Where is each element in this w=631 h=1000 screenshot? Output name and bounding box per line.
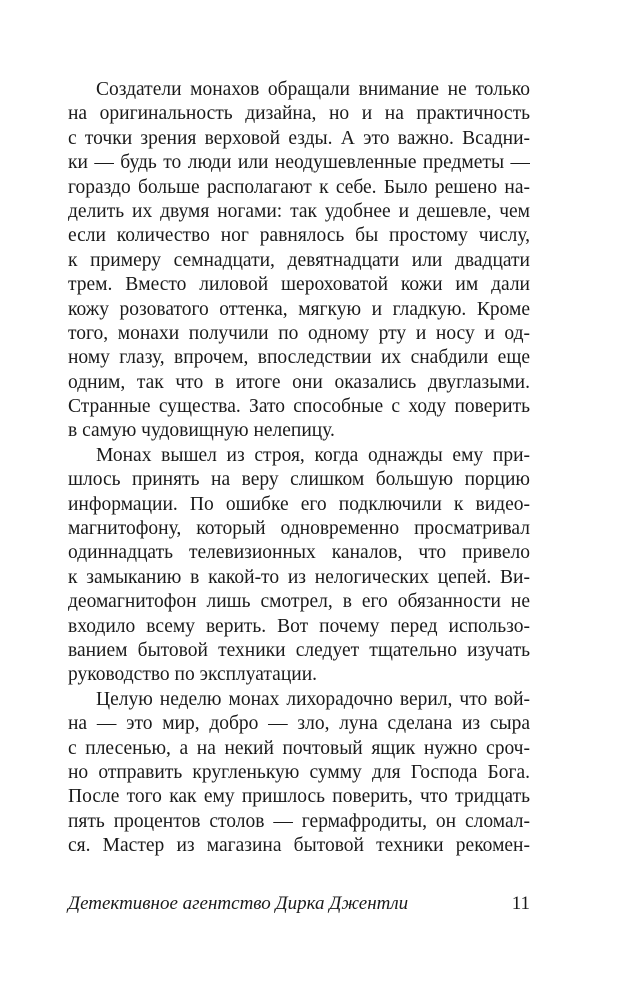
text-line: Странные существа. Зато способные с ходу поверить: [68, 396, 530, 418]
text-line: деомагнитофон лишь смотрел, в его обязанности не: [68, 591, 530, 613]
text-line: руководство по эксплуатации.: [68, 664, 318, 686]
page-number: 11: [511, 893, 530, 914]
text-line: делить их двумя ногами: так удобнее и дешевле, чем: [68, 200, 530, 222]
page-footer: [68, 893, 530, 919]
text-line: к примеру семнадцати, девятнадцати или двадцати: [68, 249, 530, 271]
text-line: ки — будь то люди или неодушевленные предметы —: [68, 152, 530, 174]
text-line: пять процентов столов — гермафродиты, он сломал-: [68, 810, 530, 832]
page-body: [68, 78, 530, 859]
text-line: того, монахи получили по одному рту и носу и од-: [68, 322, 530, 344]
paragraph-1: [68, 78, 530, 444]
text-line: в самую чудовищную нелепицу.: [68, 420, 335, 442]
text-line: к замыканию в какой-то из нелогических цепей. Ви-: [68, 566, 530, 588]
text-line: ному глазу, впрочем, впоследствии их снабдили еще: [68, 347, 530, 369]
text-line: одним, так что в итоге они оказались двуглазыми.: [68, 371, 530, 393]
text-line: на оригинальность дизайна, но и на практичность: [68, 103, 530, 125]
text-line: Целую неделю монах лихорадочно верил, что вой-: [96, 688, 530, 710]
text-line: Создатели монахов обращали внимание не только: [96, 79, 530, 100]
paragraph-2: [68, 444, 530, 688]
text-line: шлось принять на веру слишком большую порцию: [68, 469, 530, 491]
text-line: одиннадцать телевизионных каналов, что привело: [68, 542, 530, 564]
text-line: ся. Мастер из магазина бытовой техники рекомен-: [68, 835, 530, 857]
text-line: После того как ему пришлось поверить, что тридцать: [68, 786, 530, 808]
running-title: Детективное агентство Дирка Джентли: [68, 893, 409, 914]
text-line: но отправить кругленькую сумму для Господа Бога.: [68, 761, 530, 783]
text-line: на — это мир, добро — зло, луна сделана из сыра: [68, 713, 530, 735]
text-line: трем. Вместо лиловой шероховатой кожи им дали: [68, 274, 530, 296]
text-line: Монах вышел из строя, когда однажды ему при-: [96, 444, 530, 466]
text-line: с плесенью, а на некий почтовый ящик нужно сроч-: [68, 737, 530, 759]
text-line: информации. По ошибке его подключили к видео-: [68, 493, 530, 515]
text-line: ванием бытовой техники следует тщательно изучать: [68, 639, 530, 661]
text-line: с точки зрения верховой езды. А это важно. Всадни-: [68, 127, 530, 149]
text-line: входило всему верить. Вот почему перед использо-: [68, 615, 530, 637]
paragraph-3: [68, 688, 530, 859]
text-line: кожу розоватого оттенка, мягкую и гладкую. Кроме: [68, 298, 530, 320]
text-line: магнитофону, который одновременно просматривал: [68, 518, 530, 540]
text-line: если количество ног равнялось бы простому числу,: [68, 225, 530, 247]
text-line: гораздо больше располагают к себе. Было решено на-: [68, 176, 530, 198]
